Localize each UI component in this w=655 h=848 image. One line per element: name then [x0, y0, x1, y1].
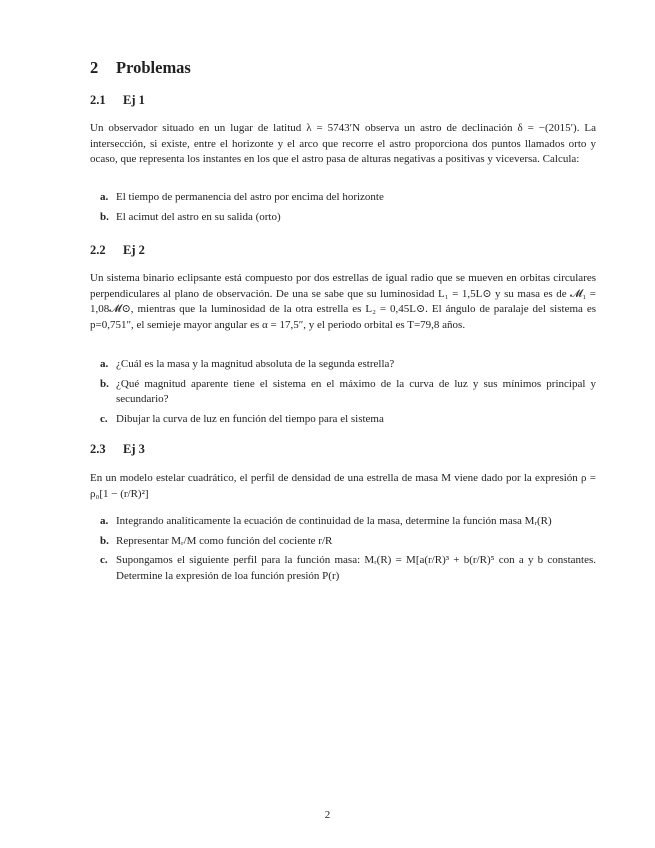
- item-text: Dibujar la curva de luz en función del tiempo para el sistema: [116, 412, 384, 425]
- list-item: [90, 210, 596, 226]
- list-item: [90, 377, 596, 408]
- problem-1-title: Ej 1: [123, 93, 145, 107]
- list-item: [90, 534, 596, 550]
- item-label: b.: [100, 534, 109, 547]
- problem-2-statement: Un sistema binario eclipsante está compuesto por dos estrellas de igual radio que se mueven en orbitas circulares perpendiculares al plano de observación. De una se sabe que su luminosidad L₁ = 1,5L⊙ y su masa es de 𝓜₁ = 1,08𝓜⊙, mientras que la luminosidad de la otra estrella es L₂ = 0,45L⊙. El ángulo de paralaje del sistema es p=0,751", el semieje mayor angular es α = 17,5″, y el periodo orbital es T=79,8 años.: [90, 272, 596, 331]
- item-label: a.: [100, 358, 109, 370]
- item-text: El tiempo de permanencia del astro por encima del horizonte: [116, 191, 384, 203]
- problem-1-statement: Un observador situado en un lugar de latitud λ = 5743′N observa un astro de declinación δ = −(2015′). La intersección, si existe, entre el horizonte y el arco que recorre el astro proporciona dos puntos llamados orto y ocaso, que representa los instantes en los que el astro pasa de alturas negativas a positivas y viceversa. Calcula:: [90, 122, 596, 166]
- item-text: Integrando analíticamente la ecuación de continuidad de la masa, determine la función masa Mᵣ(R): [116, 515, 552, 527]
- problem-1-heading: [90, 93, 145, 108]
- item-label: c.: [100, 412, 108, 425]
- problem-1-items: [90, 190, 596, 225]
- item-label: a.: [100, 515, 109, 527]
- problem-2-title: Ej 2: [123, 243, 145, 257]
- problem-2-heading: [90, 243, 145, 258]
- item-text: ¿Qué magnitud aparente tiene el sistema en el máximo de la curva de luz y sus mínimos principal y secundario?: [116, 377, 596, 406]
- item-text: Representar Mᵣ/M como función del cociente r/R: [116, 534, 333, 547]
- problem-2-number: 2.2: [90, 243, 106, 257]
- list-item: [90, 514, 596, 530]
- page-number: 2: [324, 809, 331, 821]
- list-item: [90, 412, 596, 428]
- problem-3-heading: [90, 442, 145, 457]
- problem-3-title: Ej 3: [123, 442, 145, 456]
- item-text: ¿Cuál es la masa y la magnitud absoluta de la segunda estrella?: [116, 358, 395, 370]
- list-item: [90, 357, 596, 373]
- problem-3-number: 2.3: [90, 442, 106, 456]
- section-title: Problemas: [116, 58, 191, 77]
- item-text: El acimut del astro en su salida (orto): [116, 210, 281, 223]
- list-item: [90, 553, 596, 584]
- list-item: [90, 190, 596, 206]
- problem-3-items: [90, 514, 596, 584]
- item-label: c.: [100, 554, 108, 567]
- section-number: 2: [90, 58, 99, 77]
- problem-3-statement: En un modelo estelar cuadrático, el perfil de densidad de una estrella de masa M viene dado por la expresión ρ = ρ₀[1 − (r/R)²]: [90, 472, 596, 500]
- section-heading: [90, 58, 191, 78]
- item-label: a.: [100, 191, 109, 203]
- problem-1-number: 2.1: [90, 93, 106, 107]
- problem-2-items: [90, 357, 596, 427]
- item-label: b.: [100, 210, 109, 223]
- item-label: b.: [100, 377, 109, 390]
- item-text: Supongamos el siguiente perfil para la función masa: Mᵣ(R) = M[a(r/R)³ + b(r/R)⁵ con a y b constantes. Determine la expresión de loa función presión P(r): [116, 554, 596, 582]
